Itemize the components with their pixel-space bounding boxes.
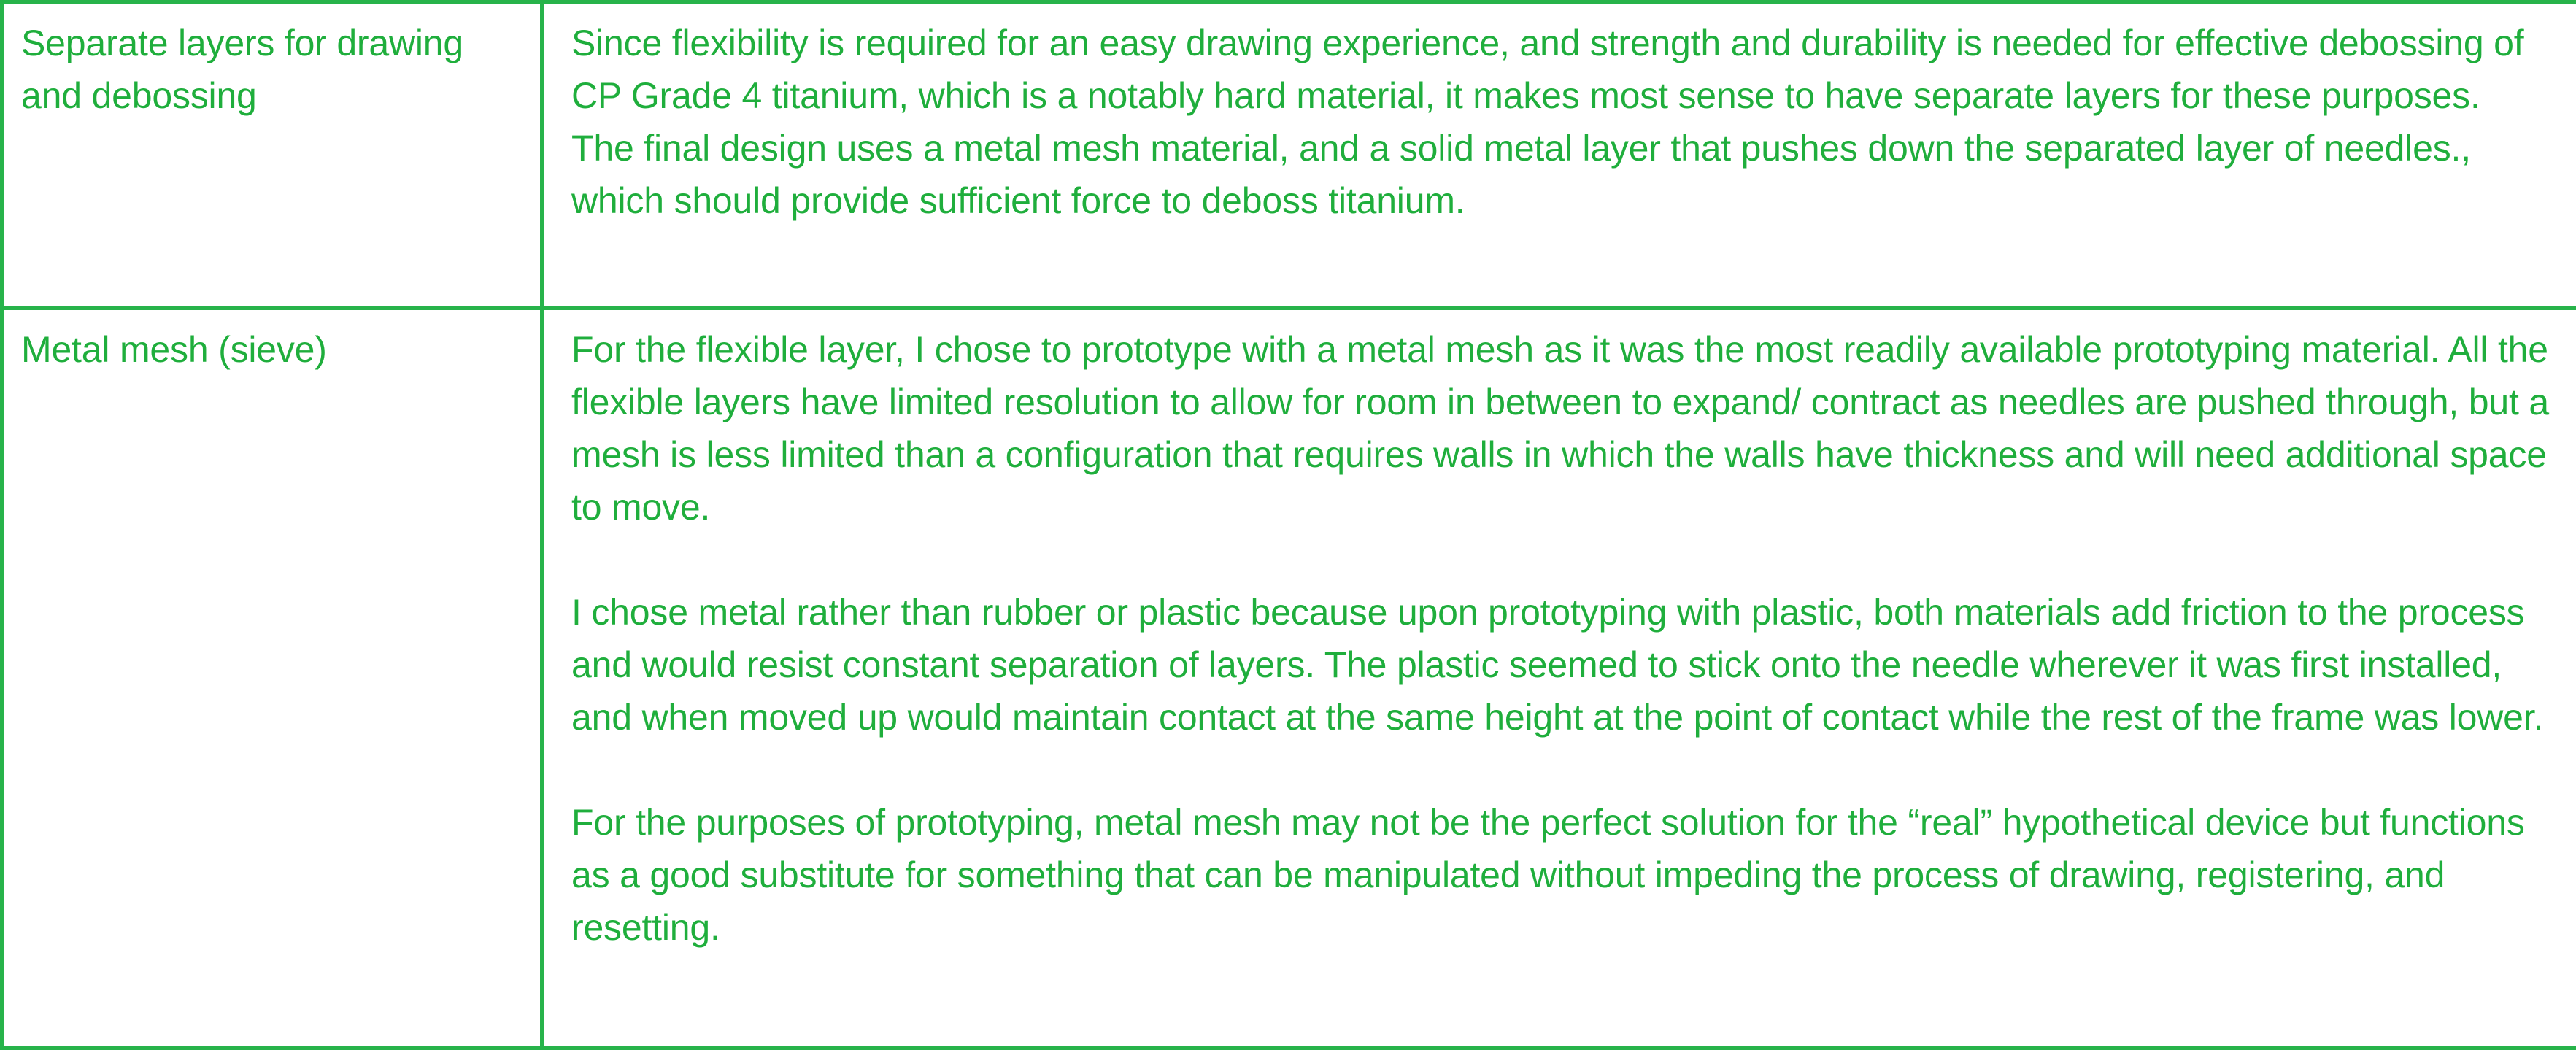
row-label-separate-layers: Separate layers for drawing and debossing [2, 2, 542, 309]
table-row [2, 309, 2576, 1049]
row-body-metal-mesh [542, 309, 2576, 1049]
row-body-separate-layers [542, 2, 2576, 309]
paragraph: I chose metal rather than rubber or plastic because upon prototyping with plastic, both materials add friction to the process and would resist constant separation of layers. The plastic seemed to stick onto the needle wherever it was first installed, and when moved up would maintain contact at the same height at the point of contact while the rest of the frame was lower. [571, 586, 2550, 744]
table-row [2, 2, 2576, 309]
paragraph: For the flexible layer, I chose to prototype with a metal mesh as it was the most readily available prototyping material. All the flexible layers have limited resolution to allow for room in between to expand/ contract as needles are pushed through, but a mesh is less limited than a configuration that requires walls in which the walls have thickness and will need additional space to move. [571, 323, 2550, 533]
paragraph: Since flexibility is required for an easy drawing experience, and strength and durability is needed for effective debossing of CP Grade 4 titanium, which is a notably hard material, it makes most sense to have separate layers for these purposes. The final design uses a metal mesh material, and a solid metal layer that pushes down the separated layer of needles., which should provide sufficient force to deboss titanium. [571, 17, 2550, 227]
paragraph: For the purposes of prototyping, metal mesh may not be the perfect solution for the “real” hypothetical device but functions as a good substitute for something that can be manipulated without impeding the process of drawing, registering, and resetting. [571, 796, 2550, 954]
row-label-metal-mesh: Metal mesh (sieve) [2, 309, 542, 1049]
